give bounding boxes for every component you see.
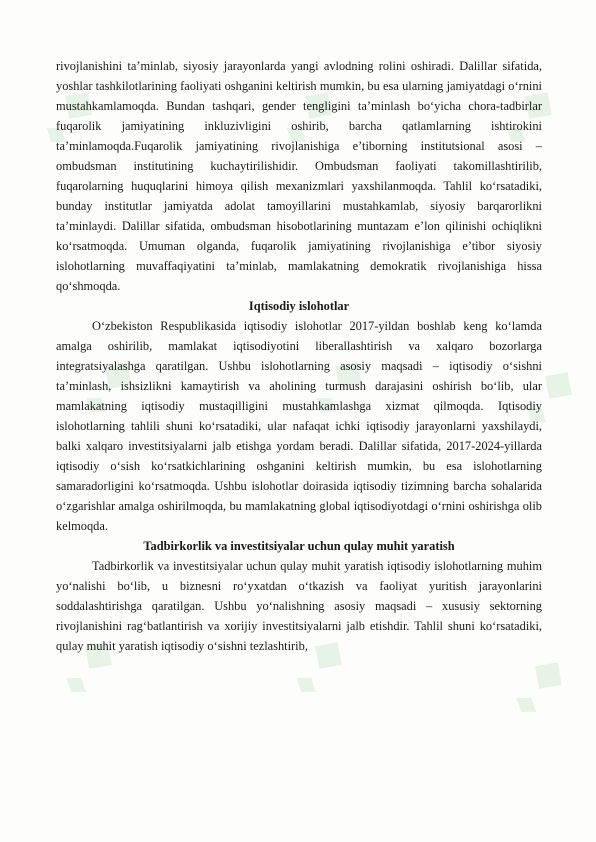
paragraph-business-environment: Tadbirkorlik va investitsiyalar uchun qulay muhit yaratish iqtisodiy islohotlarning muhim yo‘nalishi bo‘lib, u biznesni ro‘yxatdan o‘tkazish va faoliyat yuritish jarayonlarini soddalashtirishga qaratilgan. Ushbu yo‘nalishning asosiy maqsadi – xususiy sektorning rivojlanishini rag‘batlantirish va xorijiy investitsiyalarni jalb etishdir. Tahlil shuni ko‘rsatadiki, qulay muhit yaratish iqtisodiy o‘sishni tezlashtirib, bbox=[56, 559, 542, 653]
watermark-mark: ♦ ◆ bbox=[491, 78, 564, 156]
watermark-mark: ♦ ◆ bbox=[271, 78, 344, 156]
watermark-mark: ♦ ◆ bbox=[51, 628, 124, 706]
heading-economic-reforms: Iqtisodiy islohotlar bbox=[248, 299, 350, 313]
watermark-mark: ♦ ◆ bbox=[301, 348, 374, 426]
paragraph-economic-reforms: O‘zbekiston Respublikasida iqtisodiy islohotlar 2017-yildan boshlab keng ko‘lamda amalga oshirilib, mamlakat iqtisodiyotini liberallashtirish va xalqaro bozorlarga integratsiyalashga qaratilgan. Ushbu islohotlarning asosiy maqsadi – iqtisodiy o‘sishni ta’minlash, ishsizlikni kamaytirish va aholining turmush darajasini oshirish bo‘lib, ular mamlakatning iqtisodiy mustaqilligini mustahkamlashga xizmat qilmoqda. Iqtisodiy islohotlarning tahlili shuni ko‘rsatadiki, ular nafaqat ichki iqtisodiy jarayonlarni yaxshilaydi, balki xalqaro investitsiyalarni jalb etishga yordam beradi. Dalillar sifatida, 2017-2024-yillarda iqtisodiy o‘sish ko‘rsatkichlarining oshganini keltirish mumkin, bu esa islohotlarning samaradorligini ko‘rsatmoqda. Ushbu islohotlar doirasida iqtisodiy tizimning barcha sohalarida o‘zgarishlar amalga oshirilmoqda, bu mamlakatning global iqtisodiyotdagi o‘rnini oshirishga olib kelmoqda. bbox=[56, 319, 542, 533]
watermark-mark: ♦ ◆ bbox=[71, 348, 144, 426]
watermark-mark: ♦ ◆ bbox=[281, 628, 354, 706]
watermark-mark: ♦ ◆ bbox=[31, 78, 104, 156]
document-body bbox=[56, 56, 542, 656]
heading-business-environment: Tadbirkorlik va investitsiyalar uchun qulay muhit yaratish bbox=[143, 539, 455, 553]
paragraph-civil-society: rivojlanishini ta’minlab, siyosiy jarayonlarda yangi avlodning rolini oshiradi. Dalillar sifatida, yoshlar tashkilotlarining faoliyati oshganini keltirish mumkin, bu esa ularning jamiyatdagi o‘rnini mustahkamlamoqda. Bundan tashqari, gender tengligini ta’minlash bo‘yicha chora-tadbirlar fuqarolik jamiyatining inkluzivligini oshirib, barcha qatlamlarning ishtirokini ta’minlamoqda.Fuqarolik jamiyatining rivojlanishiga e’tiborning institutsional asosi – ombudsman institutining kuchaytirilishidir. Ombudsman faoliyati takomillashtirilib, fuqarolarning huquqlarini himoya qilish mexanizmlari yaxshilanmoqda. Tahlil ko‘rsatadiki, bunday institutlar jamiyatda adolat tamoyillarini mustahkamlab, siyosiy barqarorlikni ta’minlaydi. Dalillar sifatida, ombudsman hisobotlarining muntazam e’lon qilinishi ochiqlikni ko‘rsatmoqda. Umuman olganda, fuqarolik jamiyatining rivojlanishiga e’tibor siyosiy islohotlarning muvaffaqiyatini ta’minlab, mamlakatning demokratik rivojlanishiga hissa qo‘shmoqda. bbox=[56, 59, 542, 293]
watermark-mark: ♦ ◆ bbox=[511, 358, 584, 436]
watermark-mark: ♦ ◆ bbox=[501, 648, 574, 726]
